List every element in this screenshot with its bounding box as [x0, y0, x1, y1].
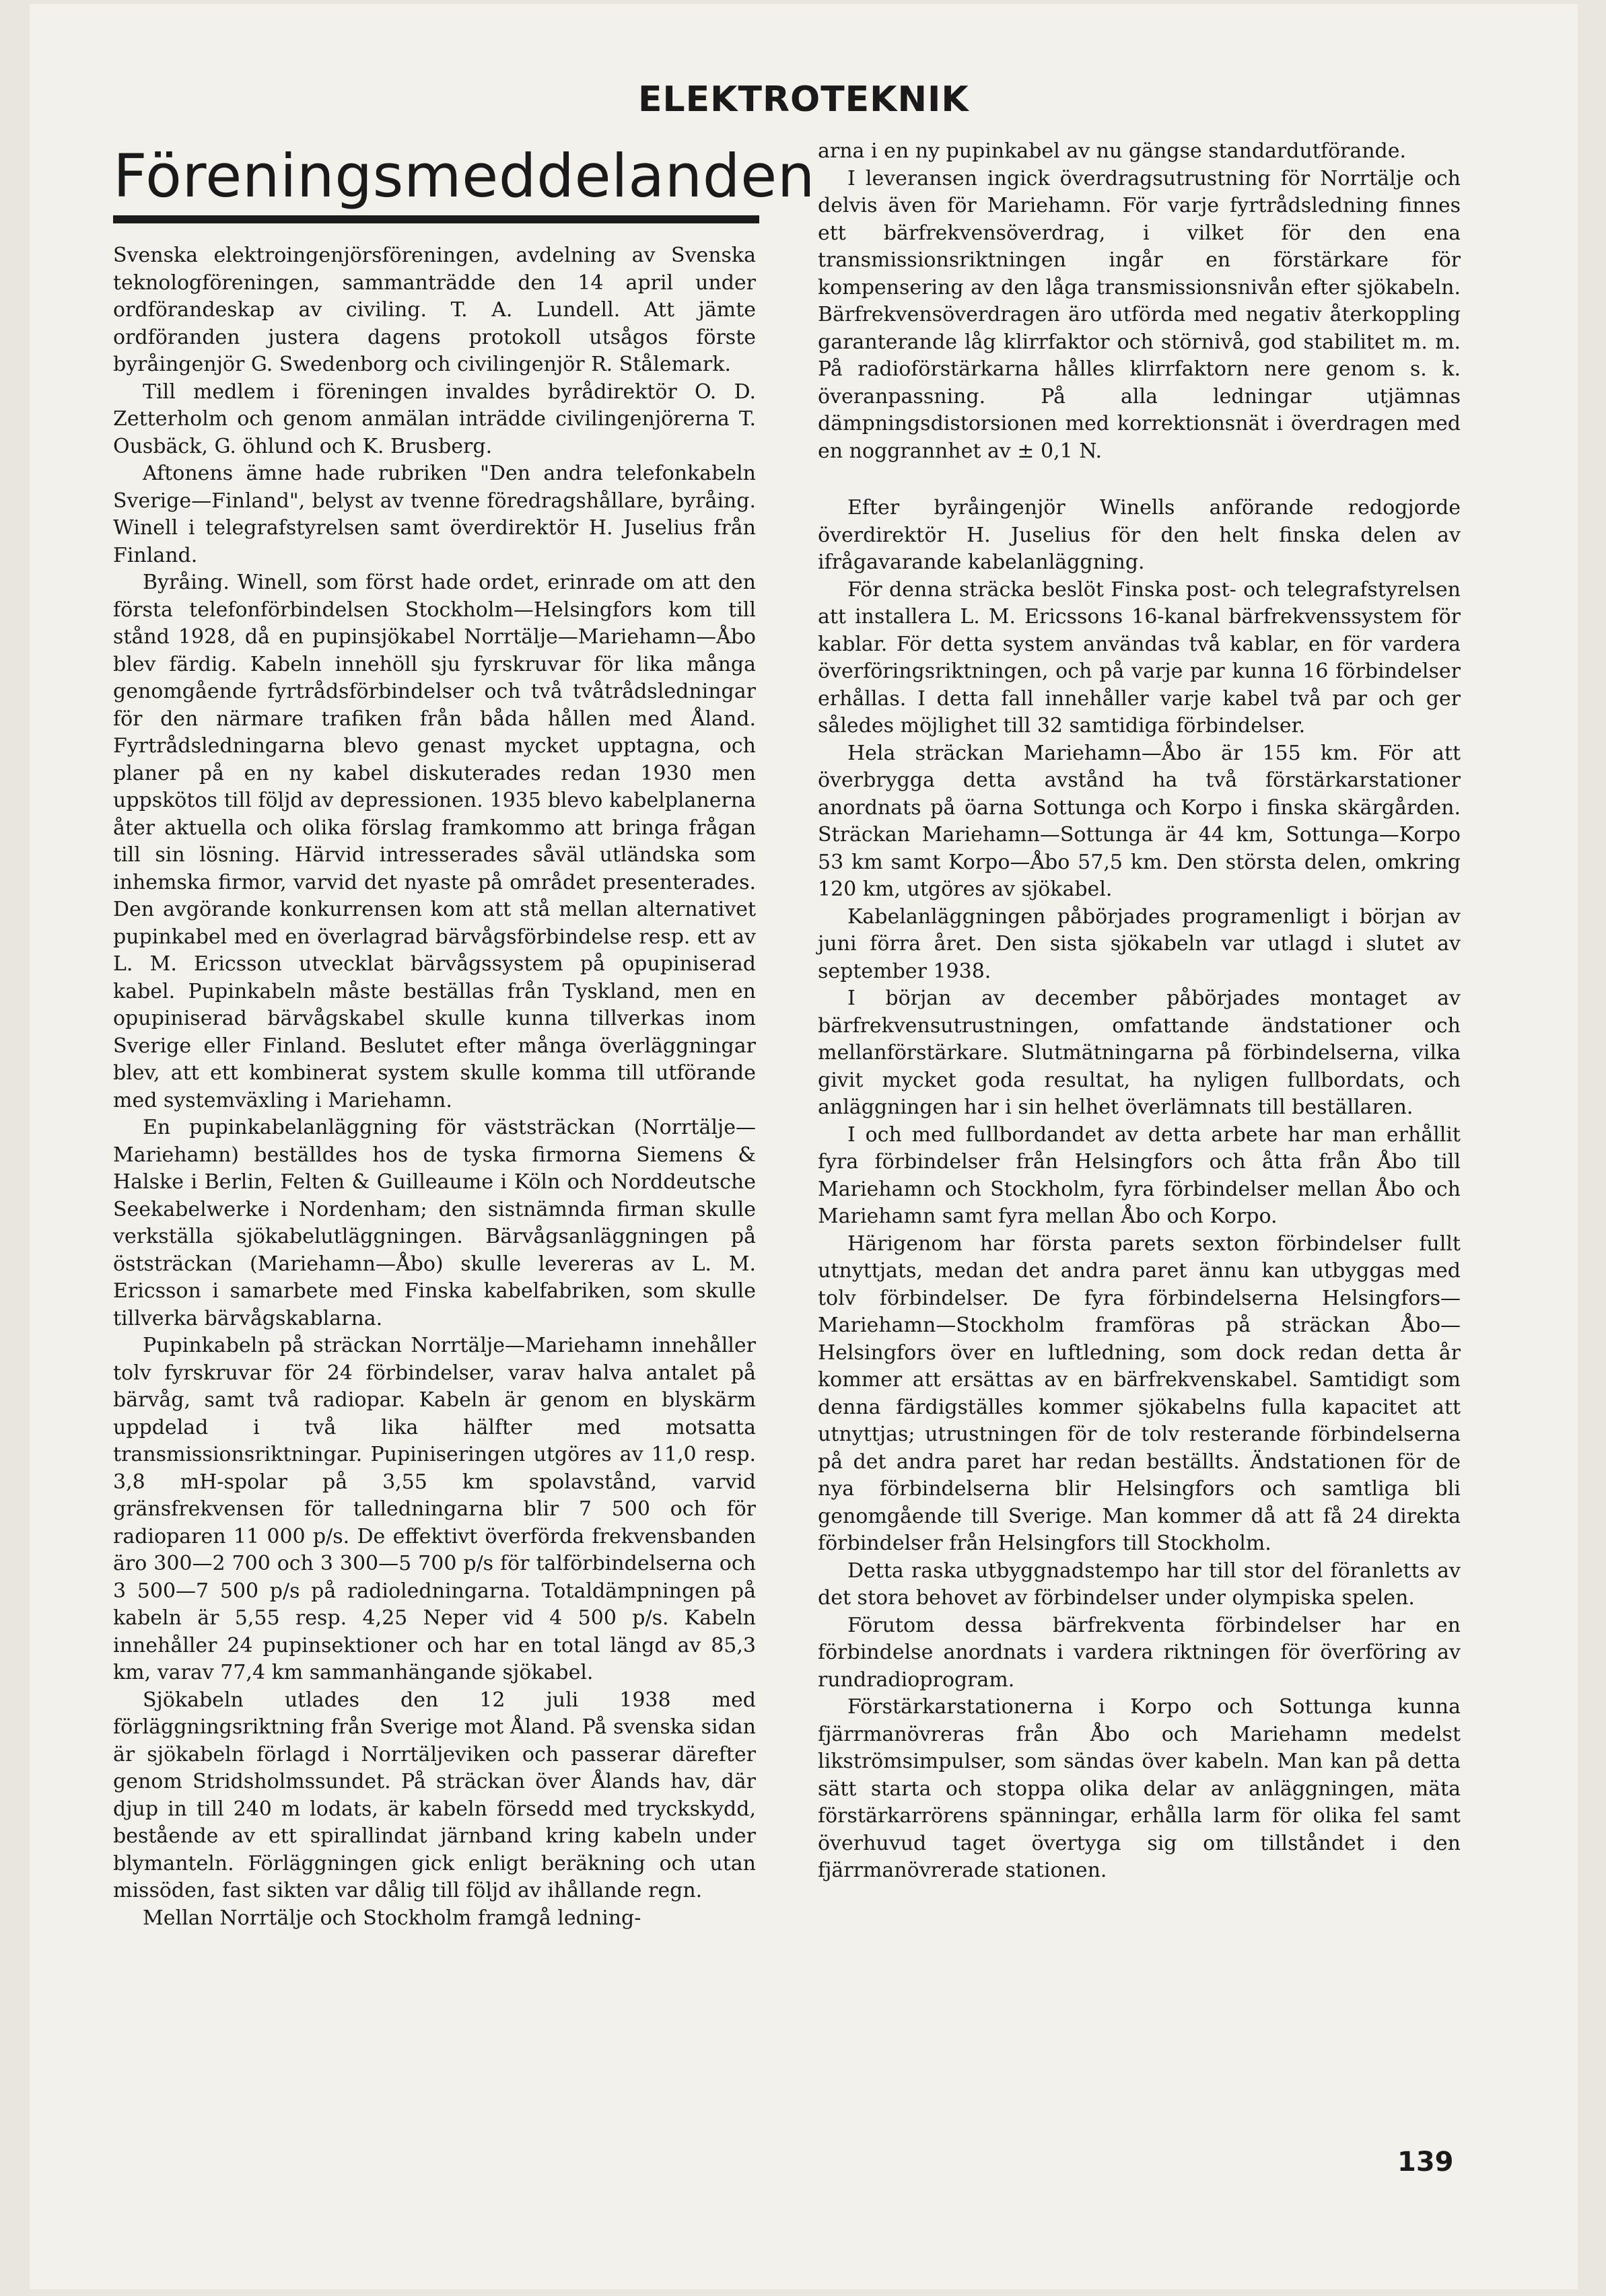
left-column	[113, 242, 756, 1932]
page-title: Föreningsmeddelanden	[113, 141, 816, 211]
paragraph: För denna sträcka beslöt Finska post- och telegrafstyrelsen att installera L. M. Ericssons 16-kanal bärfrekvenssystem för kablar. För detta system användas två kablar, en för vardera överföringsriktningen, och på varje par kunna 16 förbindelser erhållas. I detta fall innehåller varje kabel två par och ger således möjlighet till 32 samtidiga förbindelser.	[818, 577, 1461, 738]
journal-header: ELEKTROTEKNIK	[638, 79, 969, 120]
paragraph: En pupinkabelanläggning för väststräckan (Norrtälje—Mariehamn) beställdes hos de tyska firmorna Siemens & Halske i Berlin, Felten & Guilleaume i Köln och Norddeutsche Seekabelwerke i Nordenham; den sistnämnda firman skulle verkställa sjökabelutläggningen. Bärvågsanläggningen på öststräckan (Mariehamn—Åbo) skulle levereras av L. M. Ericsson i samarbete med Finska kabelfabriken, som skulle tillverka bärvågskablarna.	[113, 1116, 756, 1330]
paragraph: Förutom dessa bärfrekventa förbindelser har en förbindelse anordnats i vardera riktningen för överföring av rundradioprogram.	[818, 1613, 1461, 1692]
paragraph: I leveransen ingick överdragsutrustning för Norrtälje och delvis även för Mariehamn. För varje fyrtrådsledning finnes ett bärfrekvensöverdrag, i vilket för den ena transmissionsriktningen ingår en förstärkare för kompensering av den låga transmissionsnivån efter sjökabeln. Bärfrekvensöverdragen äro utförda med negativ återkoppling garanterande låg klirrfaktor och störnivå, god stabilitet m. m. På radioförstärkarna hålles klirrfaktorn nere genom s. k. överanpassning. På alla ledningar utjämnas dämpningsdistorsionen med korrektionsnät i överdragen med en noggrannhet av ± 0,1 N.	[818, 166, 1461, 463]
right-column	[818, 138, 1461, 1885]
paragraph: Byråing. Winell, som först hade ordet, erinrade om att den första telefonförbindelsen Stockholm—Helsingfors kom till stånd 1928, då en pupinsjökabel Norrtälje—Mariehamn—Åbo blev färdig. Kabeln innehöll sju fyrskruvar för lika många genomgående fyrtrådsförbindelser och två tvåtrådsledningar för den närmare trafiken från båda hållen med Åland. Fyrtrådsledningarna blevo genast mycket upptagna, och planer på en ny kabel diskuterades redan 1930 men uppskötos till följd av depressionen. 1935 blevo kabelplanerna åter aktuella och olika förslag framkommo att bringa frågan till sin lösning. Härvid intresserades såväl utländska som inhemska firmor, varvid det nyaste på området presenterades. Den avgörande konkurrensen kom att stå mellan alternativet pupinkabel med en överlagrad bärvågsförbindelse resp. ett av L. M. Ericsson utvecklat bärvågssystem på opupiniserad kabel. Pupinkabeln måste beställas från Tyskland, men en opupiniserad bärvågskabel skulle kunna tillverkas inom Sverige eller Finland. Beslutet efter många överläggningar blev, att ett kombinerat system skulle komma till utförande med systemväxling i Mariehamn.	[113, 571, 756, 1112]
paragraph: Härigenom har första parets sexton förbindelser fullt utnyttjats, medan det andra paret ännu kan utbyggas med tolv förbindelser. De fyra förbindelserna Helsingfors—Mariehamn—Stockholm framföras på sträckan Åbo—Helsingfors över en luftledning, som dock redan detta år kommer att ersättas av en bärfrekvenskabel. Samtidigt som denna färdigställes kommer sjökabelns fulla kapacitet att utnyttjas; utrustningen för de tolv resterande förbindelserna på det andra paret har redan beställts. Ändstationen för de nya förbindelserna blir Helsingfors och samtliga bli genomgående till Sverige. Man kommer då att få 24 direkta förbindelser från Helsingfors till Stockholm.	[818, 1231, 1461, 1555]
paragraph: Förstärkarstationerna i Korpo och Sottunga kunna fjärrmanövreras från Åbo och Mariehamn medelst likströmsimpulser, som sändas över kabeln. Man kan på detta sätt starta och stoppa olika delar av anläggningen, mäta förstärkarrörens spänningar, erhålla larm för olika fel samt överhuvud taget övertyga sig om tillståndet i den fjärrmanövrerade stationen.	[818, 1695, 1461, 1882]
paragraph: Till medlem i föreningen invaldes byrådirektör O. D. Zetterholm och genom anmälan inträdde civilingenjörerna T. Ousbäck, G. öhlund och K. Brusberg.	[113, 380, 756, 458]
page-number: 139	[1397, 2147, 1454, 2178]
paragraph: Mellan Norrtälje och Stockholm framgå ledning-	[143, 1906, 641, 1930]
paragraph: Hela sträckan Mariehamn—Åbo är 155 km. För att överbrygga detta avstånd ha två förstärkarstationer anordnats på öarna Sottunga och Korpo i finska skärgården. Sträckan Mariehamn—Sottunga är 44 km, Sottunga—Korpo 53 km samt Korpo—Åbo 57,5 km. Den största delen, omkring 120 km, utgöres av sjökabel.	[818, 741, 1461, 901]
paragraph: I och med fullbordandet av detta arbete har man erhållit fyra förbindelser från Helsingfors och åtta från Åbo till Mariehamn och Stockholm, fyra förbindelser mellan Åbo och Mariehamn samt fyra mellan Åbo och Korpo.	[818, 1122, 1461, 1228]
paragraph: Sjökabeln utlades den 12 juli 1938 med förläggningsriktning från Sverige mot Åland. På svenska sidan är sjökabeln förlagd i Norrtäljeviken och passerar därefter genom Stridsholmssundet. På sträckan över Ålands hav, där djup in till 240 m lodats, är kabeln försedd med tryckskydd, bestående av ett spirallindat järnband kring kabeln under blymanteln. Förläggningen gick enligt beräkning och utan missöden, fast sikten var dålig till följd av ihållande regn.	[113, 1688, 756, 1902]
paragraph: Pupinkabeln på sträckan Norrtälje—Mariehamn innehåller tolv fyrskruvar för 24 förbindelser, varav halva antalet på bärvåg, samt två radiopar. Kabeln är genom en blyskärm uppdelad i två lika hälfter med motsatta transmissionsriktningar. Pupiniseringen utgöres av 11,0 resp. 3,8 mH-spolar på 3,55 km spolavstånd, varvid gränsfrekvensen för talledningarna blir 7 500 och för radioparen 11 000 p/s. De effektivt överförda frekvensbanden äro 300—2 700 och 3 300—5 700 p/s för talförbindelserna och 3 500—7 500 p/s på radioledningarna. Totaldämpningen på kabeln är 5,55 resp. 4,25 Neper vid 4 500 p/s. Kabeln innehåller 24 pupinsektioner och har en total längd av 85,3 km, varav 77,4 km sammanhängande sjökabel.	[113, 1334, 756, 1684]
paragraph: Aftonens ämne hade rubriken "Den andra telefonkabeln Sverige—Finland", belyst av tvenne föredragshållare, byråing. Winell i telegrafstyrelsen samt överdirektör H. Juselius från Finland.	[113, 462, 756, 567]
paragraph: Kabelanläggningen påbörjades programenligt i början av juni förra året. Den sista sjökabeln var utlagd i slutet av september 1938.	[818, 904, 1461, 983]
paragraph: Detta raska utbyggnadstempo har till stor del föranletts av det stora behovet av förbindelser under olympiska spelen.	[818, 1558, 1461, 1610]
paragraph: Efter byråingenjör Winells anförande redogjorde överdirektör H. Juselius för den helt finska delen av ifrågavarande kabelanläggning.	[818, 496, 1461, 574]
paragraph: I början av december påbörjades montaget av bärfrekvensutrustningen, omfattande ändstationer och mellanförstärkare. Slutmätningarna på förbindelserna, vilka givit mycket goda resultat, ha nyligen fullbordats, och anläggningen har i sin helhet överlämnats till beställaren.	[818, 986, 1461, 1119]
paragraph: Svenska elektroingenjörsföreningen, avdelning av Svenska teknologföreningen, sammanträdde den 14 april under ordförandeskap av civiling. T. A. Lundell. Att jämte ordföranden justera dagens protokoll utsågos förste byråingenjör G. Swedenborg och civilingenjör R. Stålemark.	[113, 244, 756, 376]
paragraph: arna i en ny pupinkabel av nu gängse standardutförande.	[818, 139, 1407, 163]
title-rule	[113, 215, 759, 223]
